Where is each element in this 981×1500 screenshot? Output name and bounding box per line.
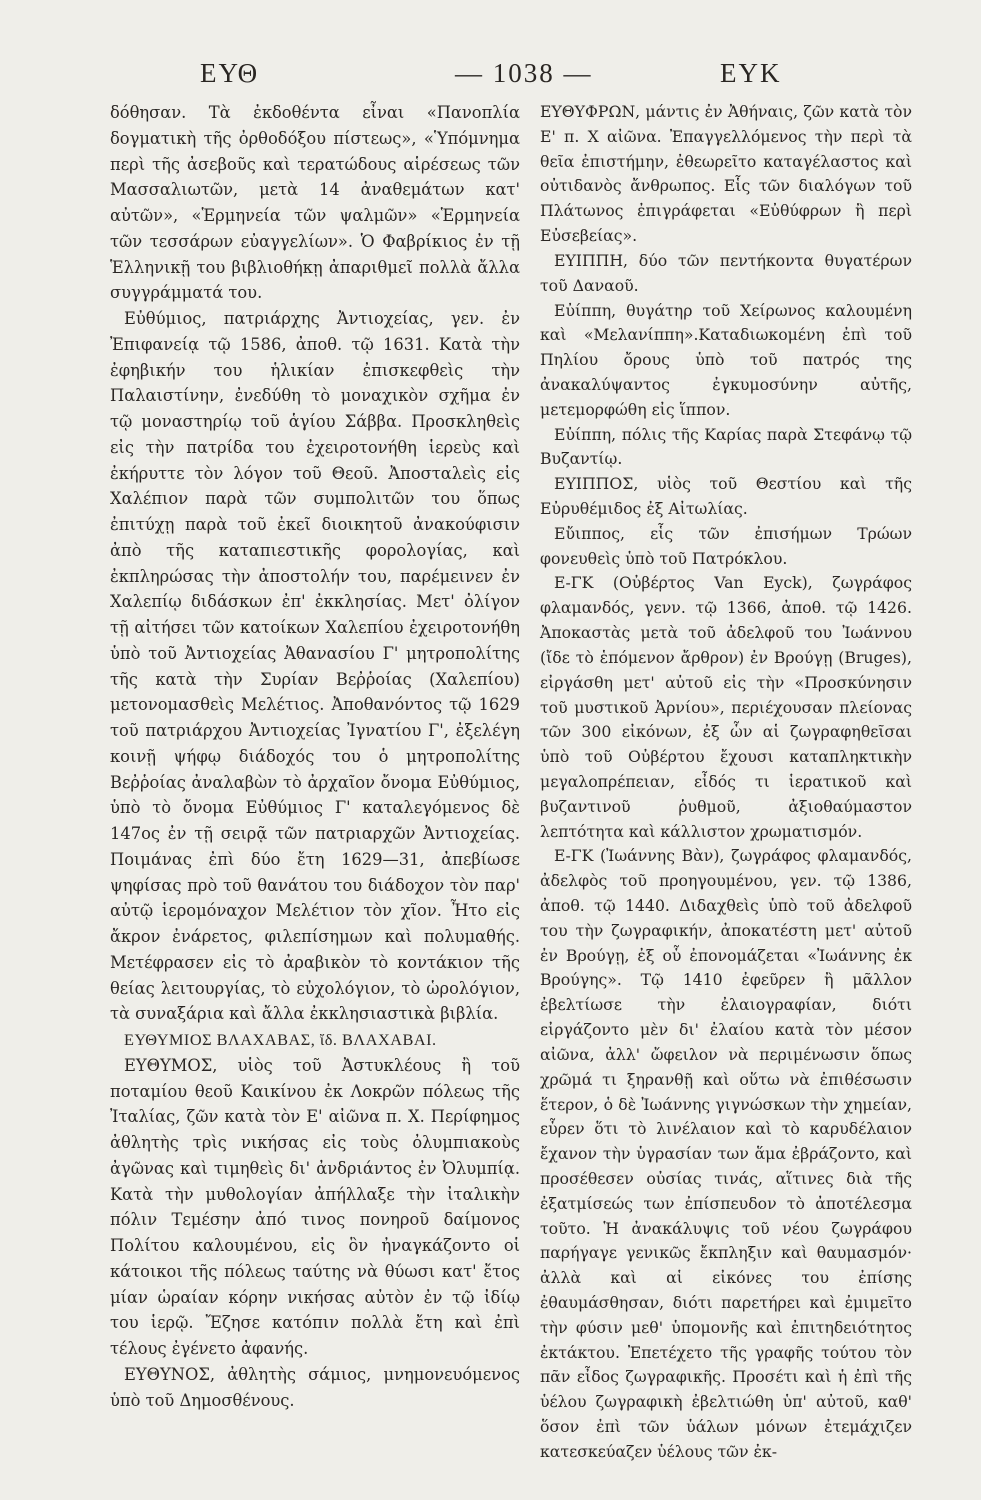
page-header xyxy=(110,58,910,98)
entry-paragraph: ΕΥΘΥΝΟΣ, ἀθλητὴς σάμιος, μνημονευόμενος ὑπὸ τοῦ Δημοσθένους. xyxy=(110,1364,520,1410)
entry-paragraph: ΕΥΙΠΠΗ, δύο τῶν πεντήκοντα θυγατέρων τοῦ Δαναοῦ. xyxy=(540,250,912,295)
entry-paragraph: ΕΥΘΥΦΡΩΝ, μάντις ἐν Ἀθήναις, ζῶν κατὰ τὸν Ε' π. Χ αἰῶνα. Ἐπαγγελλόμενος τὴν περὶ τὰ θεῖα ἐπιστήμην, ἐθεωρεῖτο καταγέλαστος καὶ οὐτιδανὸς ἄνθρωπος. Εἷς τῶν διαλόγων τοῦ Πλάτωνος ἐπιγράφεται «Εὐθύφρων ἢ περὶ Εὐσεβείας». xyxy=(540,102,912,246)
entry-paragraph: Ε-ΓΚ (Ἰωάννης Βὰν), ζωγράφος φλαμανδός, ἀδελφὸς τοῦ προηγουμένου, γεν. τῷ 1386, ἀποθ. τῷ 1440. Διδαχθεὶς ὑπὸ τοῦ ἀδελφοῦ του τὴν ζωγραφικήν, ἀποκατέστη μετ' αὐτοῦ ἐν Βρούγῃ, ἐξ οὗ ἐπονομάζεται «Ἰωάννης ἐκ Βρούγης». Τῷ 1410 ἐφεῦρεν ἢ μᾶλλον ἐβελτίωσε τὴν ἐλαιογραφίαν, διότι εἰργάζοντο μὲν δι' ἐλαίου κατὰ τὸν μέσον αἰῶνα, ἀλλ' ὤφειλον νὰ περιμένωσιν ὅπως χρῶμά τι ξηρανθῇ καὶ οὕτω νὰ ἐπιθέσωσιν ἕτερον, ὁ δὲ Ἰωάννης γιγνώσκων τὴν χημείαν, εὗρεν ὅτι τὸ λινέλαιον καὶ τὸ καρυδέλαιον ἔχανον τὴν ὑγρασίαν των ἅμα ἐβράζοντο, καὶ προσέθεσεν οὐσίας τινάς, αἵτινες διὰ τῆς ἐξατμίσεώς των ἐπίσπευδον τὸ ἀποτέλεσμα τοῦτο. Ἡ ἀνακάλυψις τοῦ νέου ζωγράφου παρήγαγε γενικῶς ἔκπληξιν καὶ θαυμασμόν· ἀλλὰ καὶ αἱ εἰκόνες του ἐπίσης ἐθαυμάσθησαν, διότι παρετήρει καὶ ἐμιμεῖτο τὴν φύσιν μεθ' ὑπομονῆς καὶ ἐπιτηδειότητος ἐκτάκτου. Ἐπετέχετο τῆς γραφῆς τούτου τὸν πᾶν εἶδος ζωγραφικῆς. Προσέτι καὶ ἡ ἐπὶ τῆς ὑέλου ζωγραφικὴ ἐβελτιώθη ὑπ' αὐτοῦ, καθ' ὅσον ἐπὶ τῶν ὑάλων μόνων ἐτεμάχιζεν κατεσκεύαζεν ὑέλους τῶν ἐκ- xyxy=(540,846,912,1461)
entry-paragraph: Ε-ΓΚ (Οὐβέρτος Van Eyck), ζωγράφος φλαμανδός, γενν. τῷ 1366, ἀποθ. τῷ 1426. Ἀποκαστὰς μετὰ τοῦ ἀδελφοῦ του Ἰωάννου (ἴδε τὸ ἑπόμενον ἄρθρον) ἐν Βρούγῃ (Bruges), εἰργάσθη μετ' αὐτοῦ εἰς τὴν «Προσκύνησιν τοῦ μυστικοῦ Ἀρνίου», περιέχουσαν πλείονας τῶν 300 εἰκόνων, ἐξ ὧν αἱ ζωγραφηθεῖσαι ὑπὸ τοῦ Οὐβέρτου ἔχουσι καταπληκτικὴν μεγαλοπρέπειαν, εἶδός τι ἱερατικοῦ καὶ βυζαντινοῦ ῥυθμοῦ, ἀξιοθαύμαστον λεπτότητα καὶ κάλλιστον χρωματισμόν. xyxy=(540,573,912,841)
left-column xyxy=(110,100,520,1413)
entry-paragraph: ΕΥΙΠΠΟΣ, υἱὸς τοῦ Θεστίου καὶ τῆς Εὐρυθέμιδος ἐξ Αἰτωλίας. xyxy=(540,474,912,518)
entry-paragraph: Εὐθύμιος, πατριάρχης Ἀντιοχείας, γεν. ἐν Ἐπιφανείᾳ τῷ 1586, ἀποθ. τῷ 1631. Κατὰ τὴν ἐφηβικήν του ἡλικίαν ἐπισκεφθεὶς τὴν Παλαιστίνην, ἐνεδύθη τὸ μοναχικὸν σχῆμα ἐν τῷ μοναστηρίῳ τοῦ ἁγίου Σάββα. Προσκληθεὶς εἰς τὴν πατρίδα του ἐχειροτονήθη ἱερεὺς καὶ ἐκήρυττε τὸν λόγον τοῦ Θεοῦ. Ἀποσταλεὶς εἰς Χαλέπιον παρὰ τῶν συμπολιτῶν του ὅπως ἐπιτύχῃ παρὰ τοῦ ἐκεῖ διοικητοῦ ἀνακούφισιν ἀπὸ τῆς καταπιεστικῆς φορολογίας, καὶ ἐκπληρώσας τὴν ἀποστολήν του, παρέμεινεν ἐν Χαλεπίῳ διδάσκων ἐπ' ἐκκλησίας. Μετ' ὀλίγον τῇ αἰτήσει τῶν κατοίκων Χαλεπίου ἐχειροτονήθη ὑπὸ τοῦ Ἀντιοχείας Ἀθανασίου Γ' μητροπολίτης τῆς κατὰ τὴν Συρίαν Βεῤῥοίας (Χαλεπίου) μετονομασθεὶς Μελέτιος. Ἀποθανόντος τῷ 1629 τοῦ πατριάρχου Ἀντιοχείας Ἰγνατίου Γ', ἐξελέγη κοινῇ ψήφῳ διάδοχός του ὁ μητροπολίτης Βεῤῥοίας ἀναλαβὼν τὸ ἀρχαῖον ὄνομα Εὐθύμιος, ὑπὸ τὸ ὄνομα Εὐθύμιος Γ' καταλεγόμενος δὲ 147ος ἐν τῇ σειρᾷ τῶν πατριαρχῶν Ἀντιοχείας. Ποιμάνας ἐπὶ δύο ἔτη 1629—31, ἀπεβίωσε ψηφίσας πρὸ τοῦ θανάτου του διάδοχον τὸν παρ' αὐτῷ ἱερομόναχον Μελέτιον τὸν χῖον. Ἦτο εἰς ἄκρον ἐνάρετος, φιλεπίσημων καὶ πολυμαθής. Μετέφρασεν εἰς τὸ ἀραβικὸν τὸ κοντάκιον τῆς θείας λειτουργίας, τὸ εὐχολόγιον, τὸ ὡρολόγιον, τὰ συναξάρια καὶ ἄλλα ἐκκλησιαστικὰ βιβλία. xyxy=(110,309,520,1024)
header-right-guideword: ΕΥΚ xyxy=(720,58,782,88)
entry-paragraph: ΕΥΘΥΜΟΣ, υἱὸς τοῦ Ἀστυκλέους ἢ τοῦ ποταμίου θεοῦ Καικίνου ἐκ Λοκρῶν πόλεως τῆς Ἰταλίας, ζῶν κατὰ τὸν Ε' αἰῶνα π. Χ. Περίφημος ἀθλητὴς τρὶς νικήσας εἰς τοὺς ὀλυμπιακοὺς ἀγῶνας καὶ τιμηθεὶς δι' ἀνδριάντος ἐν Ὀλυμπίᾳ. Κατὰ τὴν μυθολογίαν ἀπήλλαξε τὴν ἰταλικὴν πόλιν Τεμέσην ἀπό τινος πονηροῦ δαίμονος Πολίτου καλουμένου, εἰς ὃν ἠναγκάζοντο οἱ κάτοικοι τῆς πόλεως ταύτης νὰ θύωσι κατ' ἔτος μίαν ὡραίαν κόρην νικήσας αὐτὸν ἐν τῷ ἰδίῳ του ἱερῷ. Ἔζησε κατόπιν πολλὰ ἔτη καὶ ἐπὶ τέλους ἐγένετο ἀφανής. xyxy=(110,1055,520,1358)
header-left-guideword: ΕΥΘ xyxy=(200,58,260,88)
entry-paragraph: ΕΥΘΥΜΙΟΣ ΒΛΑΧΑΒΑΣ, ἴδ. ΒΛΑΧΑΒΑΙ. xyxy=(124,1030,437,1049)
right-column xyxy=(540,100,912,1465)
entry-paragraph: Εὐίππη, θυγάτηρ τοῦ Χείρωνος καλουμένη καὶ «Μελανίππη».Καταδιωκομένη ἐπὶ τοῦ Πηλίου ὄρους ὑπὸ τοῦ πατρός της ἀνακαλύψαντος ἐγκυμοσύνην αὐτῆς, μετεμορφώθη εἰς ἵππον. xyxy=(540,300,912,419)
entry-paragraph: Εὐίππη, πόλις τῆς Καρίας παρὰ Στεφάνῳ τῷ Βυζαντίῳ. xyxy=(540,424,912,469)
page-number: — 1038 — xyxy=(455,58,593,88)
entry-paragraph: Εὔιππος, εἷς τῶν ἐπισήμων Τρώων φονευθεὶς ὑπὸ τοῦ Πατρόκλου. xyxy=(540,523,912,568)
entry-paragraph: δόθησαν. Τὰ ἐκδοθέντα εἶναι «Πανοπλία δογματικὴ τῆς ὀρθοδόξου πίστεως», «Ὑπόμνημα περὶ τῆς ἀσεβοῦς καὶ τερατώδους αἱρέσεως τῶν Μασσαλιωτῶν, μετὰ 14 ἀναθεμάτων κατ' αὐτῶν», «Ἑρμηνεία τῶν ψαλμῶν» «Ἑρμηνεία τῶν τεσσάρων εὐαγγελίων». Ὁ Φαβρίκιος ἐν τῇ Ἑλληνικῇ του βιβλιοθήκῃ ἀπαριθμεῖ πολλὰ ἄλλα συγγράμματά του. xyxy=(110,103,520,303)
